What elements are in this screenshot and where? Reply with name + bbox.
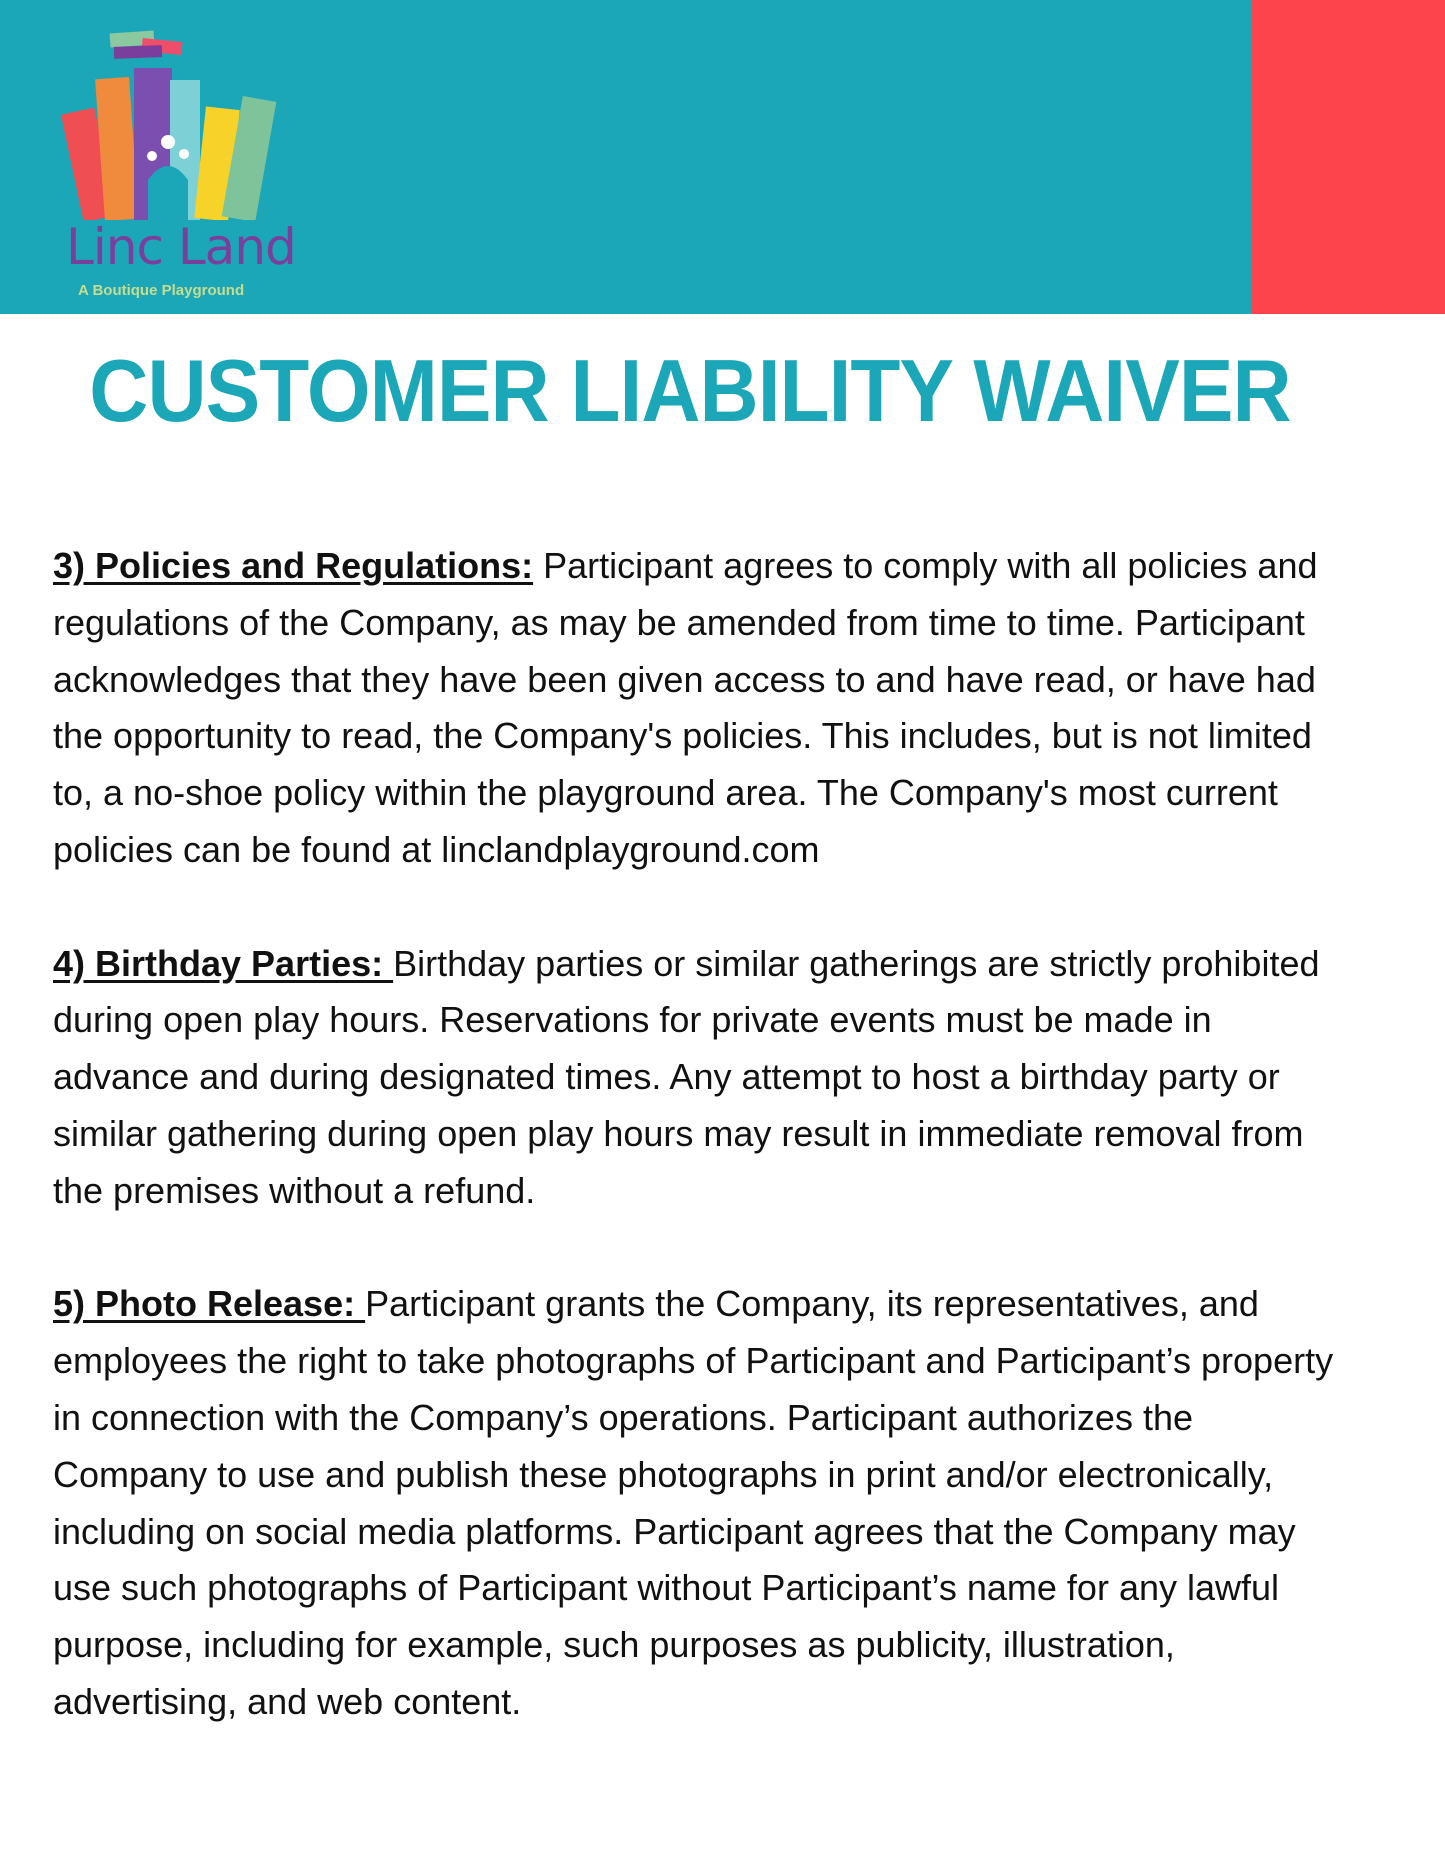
brand-logo <box>60 20 296 305</box>
brand-name: Linc Land <box>66 218 296 276</box>
brand-tagline: A Boutique Playground <box>78 282 245 299</box>
waiver-body <box>53 538 1353 1788</box>
colorful-books-castle-icon <box>60 20 290 220</box>
section-birthday-parties <box>53 936 1353 1220</box>
section-policies-and-regulations <box>53 538 1353 879</box>
section-text: Participant agrees to comply with all policies and regulations of the Company, as may be amended from time to time. Participant acknowledges that they have been given access to and have read, or have had the opportunity to read, the Company's policies. This includes, but is not limited to, a no-shoe policy within the playground area. The Company's most current policies can be found at linclandplayground.com <box>53 545 1318 870</box>
section-heading: 3) Policies and Regulations: <box>53 545 534 586</box>
header-accent-block <box>1252 0 1445 314</box>
section-text: Birthday parties or similar gatherings are strictly prohibited during open play hours. Reservations for private events must be made in advance and during designated times. Any attempt to host a birthday party or similar gathering during open play hours may result in immediate removal from the premises without a refund. <box>53 942 1320 1211</box>
section-heading: 4) Birthday Parties: <box>53 942 394 984</box>
section-heading: 5) Photo Release: <box>53 1283 366 1325</box>
section-text: Participant grants the Company, its representatives, and employees the right to take photographs of Participant and Participant’s property in connection with the Company’s operations. Participant authorizes the Company to use and publish these photographs in print and/or electronically, including on social media platforms. Participant agrees that the Company may use such photographs of Participant without Participant’s name for any lawful purpose, including for example, such purposes as publicity, illustration, advertising, and web content. <box>53 1283 1334 1722</box>
page-title: CUSTOMER LIABILITY WAIVER <box>89 341 1291 440</box>
section-photo-release <box>53 1276 1353 1730</box>
